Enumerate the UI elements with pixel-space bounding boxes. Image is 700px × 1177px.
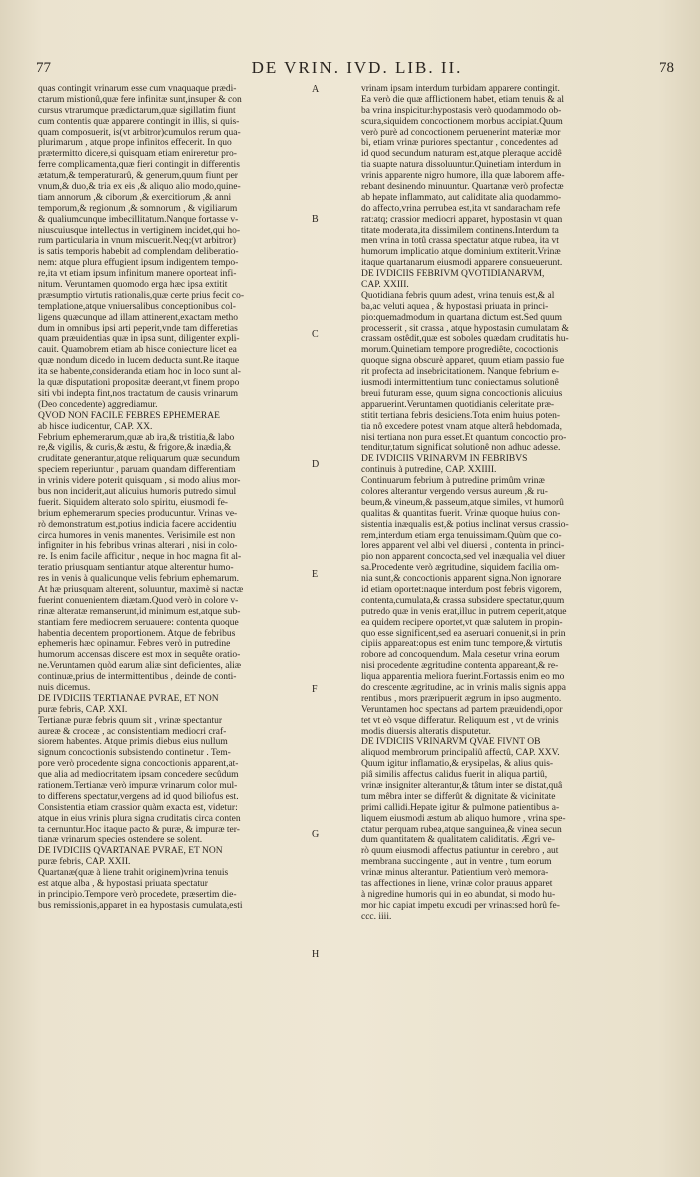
- text-line: tenditur,tatum significat solutionê non adhuc adesse.: [361, 443, 561, 454]
- text-line: ephemeris hæc opinamur. Febres verò in putredine: [38, 639, 231, 650]
- text-line: ita se habente,consideranda etiam hoc in loco sunt al-: [38, 367, 241, 378]
- text-line: liqua apparentia meliora fuerint.Fortassis enim eo mo: [361, 672, 565, 683]
- text-line: ba,ac veluti aquea , & hypostasi priuata in princi-: [361, 301, 549, 312]
- text-line: ccc. iiii.: [361, 911, 392, 922]
- text-line: ligens quæcunque ad illam attinerent,exactam metho: [38, 312, 238, 323]
- text-line: brium ephemerarum species producuntur. Vrinas ve-: [38, 508, 238, 519]
- text-line: rinæ alteratæ remanserunt,id minimum est,atque sub-: [38, 606, 241, 617]
- text-line: (Deo concedente) aggrediamur.: [38, 399, 158, 410]
- text-line: rebant desinendo minuuntur. Quartanæ verò profectæ: [361, 182, 564, 193]
- text-line: stitit tertiana febris desiciens.Tota enim huius poten-: [361, 410, 561, 421]
- text-line: Febrium ephemerarum,quæ ab ira,& tristitia,& labo: [38, 432, 235, 443]
- text-line: scura,siquidem concoctionem morbus accipiat.Quum: [361, 116, 563, 127]
- text-line: rum particularia in vnum miscuerit.Neq;(vt arbitror): [38, 236, 236, 247]
- text-line: ferre complicamenta,quæ fieri contingit in differentis: [38, 160, 240, 171]
- text-line: habentia decentem proportionem. Atque de febribus: [38, 628, 236, 639]
- text-line: rat:atq; crassior mediocri apparet, hypostasin vt quan: [361, 214, 563, 225]
- text-line: re,& vigilis, & curis,& æstu, & frigore,& inædia,&: [38, 443, 232, 454]
- text-line: ætatum,& temperaturarû, & generum,quum fiunt per: [38, 171, 238, 182]
- text-line: rentibus , mors præripuerit ægrum in ipso augmento.: [361, 693, 562, 704]
- text-line: Quartanæ(quæ à liene trahit originem)vrina tenuis: [38, 868, 229, 879]
- text-line: DE IVDICIIS QVARTANAE PVRAE, ET NON: [38, 846, 223, 857]
- text-line: quam composuerit, is(vt arbitror)cumulos rerum qua-: [38, 127, 241, 138]
- text-line: infigniter in his febribus vrinas alterari , nisi in colo-: [38, 541, 238, 552]
- text-line: do affecto,vrina perrubea est,ita vt sandaracham refe: [361, 203, 561, 214]
- text-line: liquem eiusmodi æstum ab aliquo humore , vrina spe-: [361, 813, 566, 824]
- text-line: At hæ priusquam alterent, soluuntur, maximè si nactæ: [38, 584, 244, 595]
- text-line: fuerit. Siquidem alterato solo spiritu, eiusmodi fe-: [38, 497, 228, 508]
- text-line: QVOD NON FACILE FEBRES EPHEMERAE: [38, 410, 220, 421]
- text-line: to differens spectatur,vergens ad id quod biliofus est.: [38, 791, 239, 802]
- text-line: cursus vtrarumque prædictarum,quæ sigillatim fiunt: [38, 105, 236, 116]
- text-line: vnum,& duo,& tria ex eis ,& aliquo alio modo,quine-: [38, 182, 241, 193]
- text-line: quo esse significent,sed ea aseruari conuenit,si in prin: [361, 628, 566, 639]
- text-line: nisi procedente ægritudine contenta appareant,& re-: [361, 661, 559, 672]
- text-line: DE IVDICIIS VRINARVM IN FEBRIBVS: [361, 454, 528, 465]
- text-line: humorum implicatio atque dominium extiterit.Vrinæ: [361, 247, 561, 258]
- text-line: tia suapte natura dissoluuntur.Quinetiam interdum in: [361, 160, 561, 171]
- text-line: in vrinis videre poterit quisquam , si modo alius mor-: [38, 476, 241, 487]
- text-line: continuæ,prius de intermittentibus , deinde de conti-: [38, 672, 237, 683]
- text-line: rò quum eiusmodi affectus patiuntur in cerebro , aut: [361, 846, 559, 857]
- text-line: Quotidiana febris quum adest, vrina tenuis est,& al: [361, 290, 555, 301]
- text-line: DE IVDICIIS VRINARVM QVAE FIVNT OB: [361, 737, 541, 748]
- text-line: quæ nondum dicedo in lucem deducta sunt.Re itaque: [38, 356, 240, 367]
- text-line: Ea verò die quæ afflictionem habet, etiam tenuis & al: [361, 94, 564, 105]
- text-line: templatione,atque vniuersalibus conceptionibus col-: [38, 301, 236, 312]
- text-line: bus non inciderit,aut alicuius humoris putredo simul: [38, 486, 237, 497]
- text-line: dum in omnibus ipsi arti peperit,vnde tam differetias: [38, 323, 238, 334]
- margin-letter: B: [312, 214, 319, 225]
- text-line: rit profecta ad insebricitationem. Nanque febrium e-: [361, 367, 560, 378]
- text-line: tianæ vrinarum species ostendere se solent.: [38, 835, 203, 846]
- text-line: atque in eius vrinis plura signa cruditatis circa conten: [38, 813, 241, 824]
- text-line: vrinam ipsam interdum turbidam apparere contingit.: [361, 84, 560, 94]
- margin-letter: A: [312, 84, 320, 95]
- text-line: humorum accensas discere est mox in sequête oratio-: [38, 650, 241, 661]
- text-line: siorem habentes. Atque primis diebus eius nullum: [38, 737, 228, 748]
- text-line: ab hisce iudicentur, CAP. XX.: [38, 421, 153, 432]
- text-line: itaque quartanarum eiusmodi apparere consueuerunt.: [361, 258, 563, 269]
- text-line: pio:quemadmodum in quartana dictum est.Sed quum: [361, 312, 563, 323]
- text-line: qualitas & quantitas fuerit. Vrinæ quoque huius con-: [361, 508, 561, 519]
- text-line: ne.Veruntamen quòd earum aliæ sint deficientes, aliæ: [38, 661, 242, 672]
- text-line: stantiam fere mediocrem seruauere: contenta quoque: [38, 617, 239, 628]
- text-line: niuscuiusque intellectus in vertiginem incidet,qui ho-: [38, 225, 241, 236]
- text-line: Tertianæ puræ febris quum sit , vrinæ spectantur: [38, 715, 223, 726]
- text-line: circa humores in venis manentes. Verisimile est non: [38, 530, 236, 541]
- text-line: cruditate generantur,atque reliquarum quæ secundum: [38, 454, 240, 465]
- text-line: dum quantitatem & qualitatem caliditatis. Ægri ve-: [361, 835, 555, 846]
- text-line: contenta,cumulata,& crassa subsidere spectatur,quum: [361, 595, 565, 606]
- text-line: ctatur perquam rubea,atque sanguinea,& vinea secun: [361, 824, 562, 835]
- margin-letters: [310, 84, 328, 984]
- text-line: ctarum mistionû,quæ fere infinitæ sunt,insuper & con: [38, 94, 242, 105]
- text-line: rem,interdum etiam erga tenuissimam.Quùm que co-: [361, 530, 562, 541]
- text-line: signum concoctionis subsistendo continetur . Tem-: [38, 748, 231, 759]
- text-line: membrana succingente , aut in ventre , tum eorum: [361, 857, 552, 868]
- text-line: iusmodi intermittentium tunc coniectamus solutionê: [361, 378, 559, 389]
- text-line: speciem reperiuntur , paruam quandam differentiam: [38, 465, 236, 476]
- text-line: ea quidem recipere oportet,vt quæ salutem in propin-: [361, 617, 563, 628]
- text-line: mor hic capiat impetu excudi per vrinas:sed horû fe-: [361, 900, 560, 911]
- text-line: id etiam oportet:naque interdum post febris vigorem,: [361, 584, 562, 595]
- text-line: morum.Quinetiam tempore progrediête, cococtionis: [361, 345, 559, 356]
- text-line: apparuerint.Veruntamen quotidianis celeritate præ-: [361, 399, 555, 410]
- text-line: vrinis apparente nigro humore, illa quæ laborem affe-: [361, 171, 565, 182]
- text-line: quas contingit vrinarum esse cum vnaquaque prædi-: [38, 84, 237, 94]
- text-line: primi callidi.Hepate igitur & pulmone patientibus a-: [361, 802, 560, 813]
- text-line: puræ febris, CAP. XXI.: [38, 704, 128, 715]
- text-line: robore ad concoquendum. Mala cesetur vrina eorum: [361, 650, 560, 661]
- text-line: nisi tertiana non pura esset.Et quantum concoctio pro-: [361, 432, 567, 443]
- text-line: ta cernuntur.Hoc itaque pacto & puræ, & impuræ ter-: [38, 824, 240, 835]
- text-line: re,ita vt etiam ipsum infinitum manere oporteat infi-: [38, 269, 237, 280]
- text-line: beum,& vineum,& passeum,atque similes, vt humorû: [361, 497, 564, 508]
- text-line: lores apparent vel albi vel diuersi , contenta in princi-: [361, 541, 565, 552]
- text-line: quoque signa obscurè apparet, quum etiam passio fue: [361, 356, 565, 367]
- text-line: Quum igitur inflamatio,& erysipelas, & alius quis-: [361, 759, 554, 770]
- text-line: & qualiumcunque imbecillitatum.Nanque fortasse v-: [38, 214, 239, 225]
- text-line: tiam annorum ,& ciborum ,& exercitiorum ,& anni: [38, 192, 232, 203]
- text-line: modis diuersis alteratis disputetur.: [361, 726, 491, 737]
- text-line: cum contentis quæ apparere contingit in illis, si quis-: [38, 116, 240, 127]
- running-header: [36, 58, 678, 82]
- text-line: Continuarum febrium à putredine primûm vrinæ: [361, 476, 545, 487]
- text-line: breui futuram esse, quum signa concoctionis alicuius: [361, 388, 563, 399]
- text-line: prætermitto dicere,si quisquam etiam enireretur pro-: [38, 149, 237, 160]
- text-line: rò demonstratum est,potius indicia facere accidentiu: [38, 519, 237, 530]
- text-line: do crescente ægritudine, ac in vrinis malis signis appa: [361, 682, 566, 693]
- text-line: temporum,& regionum ,& somnorum , & vigiliarum: [38, 203, 238, 214]
- text-line: quam præuidentias quæ in ipsa sunt, diligenter expli-: [38, 334, 240, 345]
- text-line: nitum. Veruntamen quomodo erga hæc ipsa extitit: [38, 280, 228, 291]
- text-line: tet vt eò vsque differatur. Reliquum est , vt de vrinis: [361, 715, 559, 726]
- text-line: teratio priusquam sentiantur atque alterentur humo-: [38, 563, 234, 574]
- text-line: sistentia inæqualis est,& potius inclinat versus crassio-: [361, 519, 569, 530]
- text-line: præsumptio virtutis rationalis,quæ certe prius fecit co-: [38, 290, 245, 301]
- text-line: à nigredine humoris qui in eo abundat, si modo hu-: [361, 889, 556, 900]
- text-line: in principio.Tempore verò procedete, præsertim die-: [38, 889, 237, 900]
- text-line: piâ similis affectus calidus fuerit in aliqua partiû,: [361, 770, 548, 781]
- text-line: vrinæ minus alterantur. Patientium verò memora-: [361, 868, 549, 879]
- text-line: is satis temporis habebit ad complendam deliberatio-: [38, 247, 239, 258]
- text-line: tum mêbra inter se differût & dignitate & vicinitate: [361, 791, 556, 802]
- margin-letter: G: [312, 829, 320, 840]
- text-line: cipiis appareat:opus est enim tunc tempore,& virtutis: [361, 639, 563, 650]
- text-line: rationem.Tertianæ verò impuræ vrinarum color mul-: [38, 781, 238, 791]
- text-line: vrinæ insigniter alterantur,& tâtum inter se distat,quâ: [361, 781, 563, 791]
- text-line: aureæ & croceæ , ac consistentiam mediocri craf-: [38, 726, 227, 737]
- text-line: re. Is enim facile afficitur , neque in hoc magna fit al-: [38, 552, 242, 563]
- text-line: puræ febris, CAP. XXII.: [38, 857, 131, 868]
- text-line: que alia ad mediocritatem ipsam concedere secûdum: [38, 770, 239, 781]
- text-line: plurimarum , atque prope infinitos effecerit. In quo: [38, 138, 232, 149]
- text-line: crassam ostêdit,quæ est soboles quædam cruditatis hu-: [361, 334, 569, 345]
- text-line: sa.Procedente verò ægritudine, siquidem facilia om-: [361, 563, 560, 574]
- text-line: men vrina in totû crassa spectatur atque rubea, ita vt: [361, 236, 559, 247]
- text-line: pore verò procedente signa concoctionis apparent,at-: [38, 759, 239, 770]
- running-title: DE VRIN. IVD. LIB. II.: [251, 58, 463, 77]
- text-line: cauit. Quamobrem etiam ab hisce coniecture licet ea: [38, 345, 237, 356]
- margin-letter: D: [312, 459, 320, 470]
- text-line: nia sunt,& concoctionis apparent signa.Non ignorare: [361, 574, 562, 585]
- text-line: bi, etiam vrinæ puriores spectantur , concedentes ad: [361, 138, 559, 149]
- text-line: continuis à putredine, CAP. XXIIII.: [361, 465, 497, 476]
- text-line: CAP. XXIII.: [361, 280, 409, 291]
- text-line: verò purè ad concoctionem peruenerint materiæ mor: [361, 127, 561, 138]
- text-line: colores alterantur vergendo versus aureum ,& ru-: [361, 486, 548, 497]
- text-line: processerit , sit crassa , atque hypostasin cumulatam &: [361, 323, 569, 334]
- text-line: la quæ disputationi propositæ deerant,vt finem propo: [38, 378, 240, 389]
- text-line: id quod secundum naturam est,atque pleraque accidê: [361, 149, 562, 160]
- text-line: ab hepate inflammato, aut caliditate alia quodammo-: [361, 192, 562, 203]
- text-line: DE IVDICIIS TERTIANAE PVRAE, ET NON: [38, 693, 219, 704]
- margin-letter: H: [312, 949, 320, 960]
- margin-letter: F: [312, 684, 318, 695]
- text-line: DE IVDICIIS FEBRIVM QVOTIDIANARVM,: [361, 269, 545, 280]
- text-line: Consistentia etiam crassior quàm exacta est, videtur:: [38, 802, 238, 813]
- text-line: tas affectiones in liene, vrinæ color prauus apparet: [361, 879, 553, 890]
- text-line: est atque alba , & hypostasi priuata spectatur: [38, 879, 208, 890]
- left-text-column: [38, 84, 310, 912]
- text-line: res in venis à qualicunque velis febrium ephemarum.: [38, 574, 240, 585]
- text-line: aliquod membrorum principaliû affectû, CAP. XXV.: [361, 748, 560, 759]
- text-line: nuis dicemus.: [38, 682, 91, 693]
- text-line: putredo quæ in venis erat,illuc in putrem ceperit,atque: [361, 606, 567, 617]
- margin-letter: E: [312, 569, 319, 580]
- margin-letter: C: [312, 329, 319, 340]
- text-line: siti vbi indepta fint,nos tractatum de causis vrinarum: [38, 388, 238, 399]
- text-line: titate moderata,ita dissimilem continens.Interdum ta: [361, 225, 559, 236]
- text-line: pio non apparent concocta,sed vel inæqualia vel diuer: [361, 552, 566, 563]
- page-number-right: 78: [659, 60, 674, 76]
- text-line: fuerint conuenientem diætam.Quod verò in colore v-: [38, 595, 239, 606]
- right-text-column: [361, 84, 639, 923]
- text-line: Veruntamen hoc spectans ad partem præuidendi,opor: [361, 704, 563, 715]
- text-line: bus remissionis,apparet in ea hypostasis cumulata,esti: [38, 900, 243, 911]
- text-line: nem: atque plura effugient ipsum indigentem tempo-: [38, 258, 239, 269]
- text-line: ba vrina inspicitur:hypostasis verò quodammodo ob-: [361, 105, 562, 116]
- page-number-left: 77: [36, 60, 51, 76]
- text-line: tia nô excedere potest vnam atque alterâ hebdomada,: [361, 421, 562, 432]
